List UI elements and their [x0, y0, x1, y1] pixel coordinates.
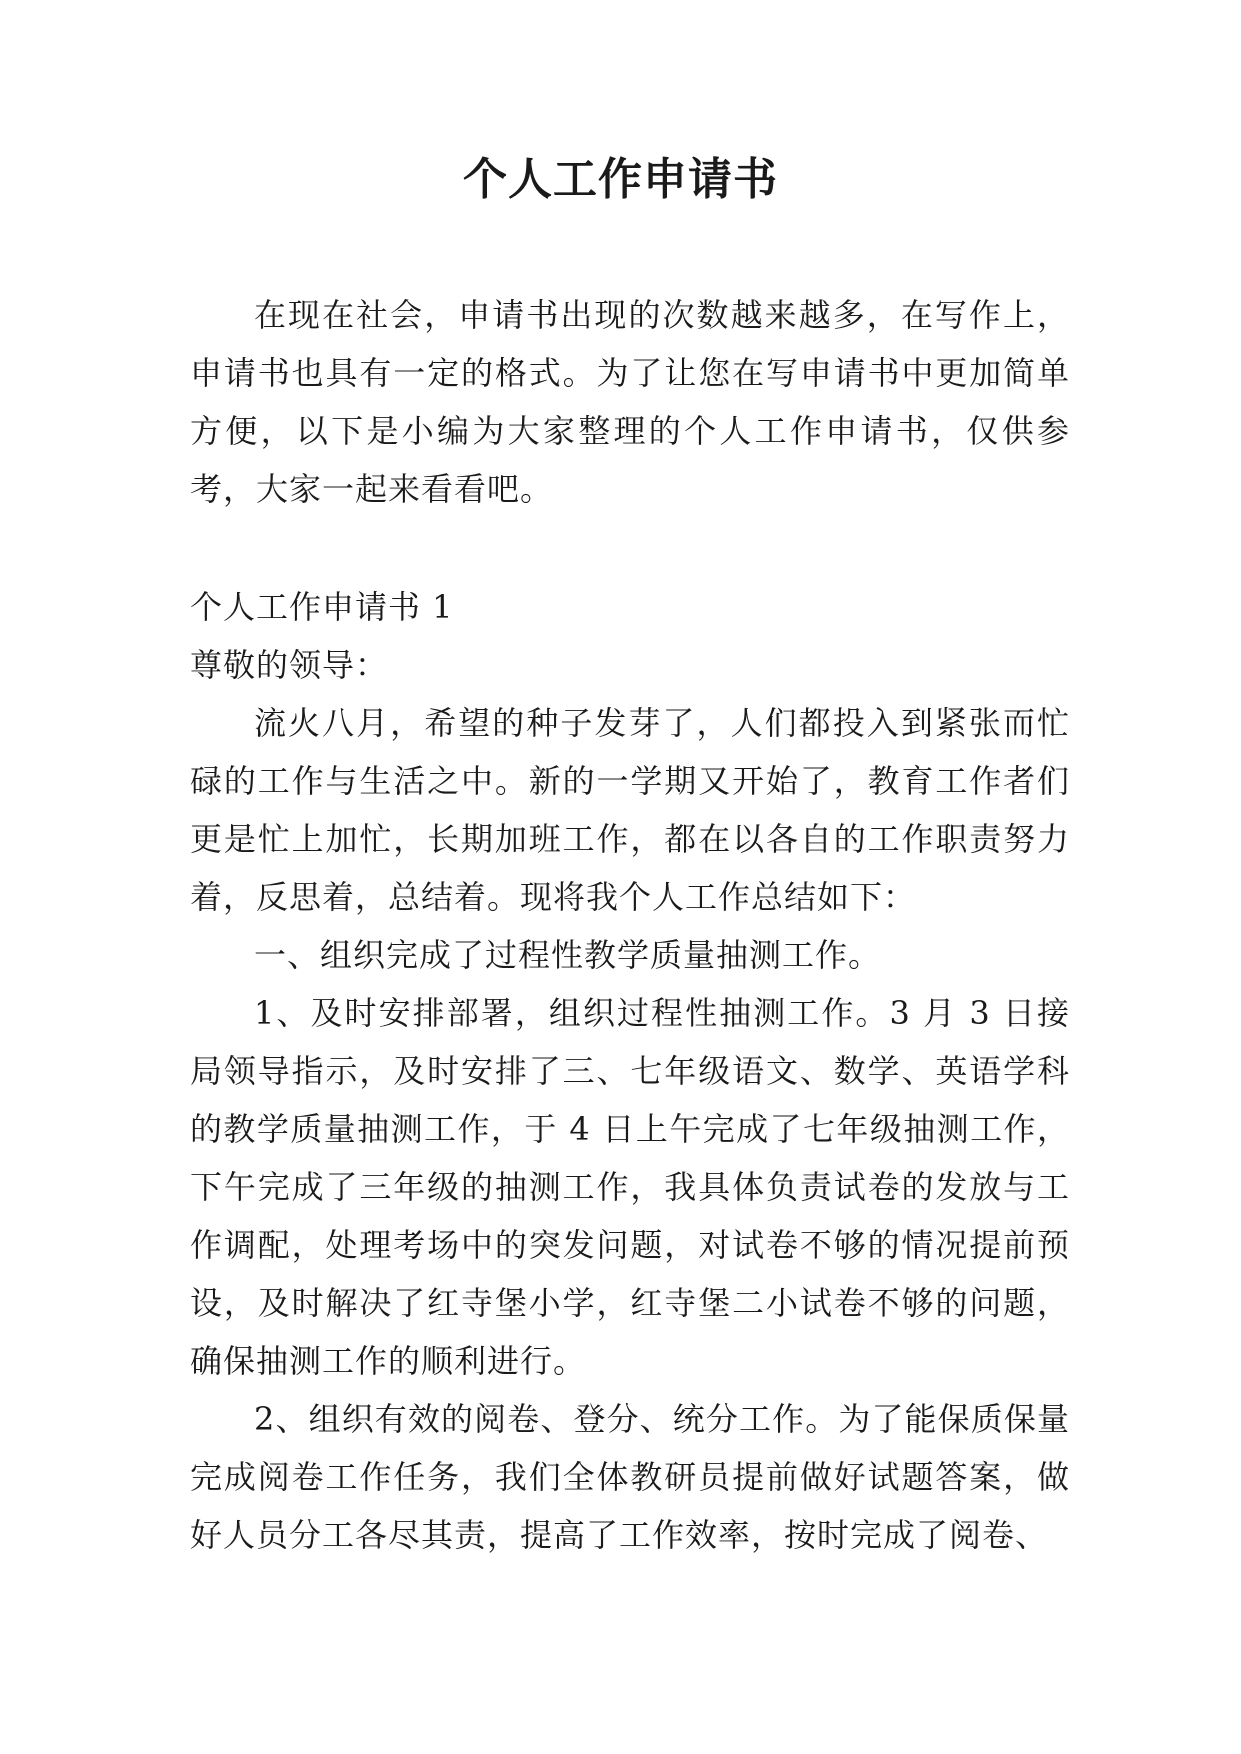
item-paragraph-1: 1、及时安排部署，组织过程性抽测工作。3 月 3 日接局领导指示，及时安排了三、七年级语文、数学、英语学科的教学质量抽测工作，于 4 日上午完成了七年级抽测工作，下午完成了三年级的抽测工作，我具体负责试卷的发放与工作调配，处理考场中的突发问题，对试卷不够的情况提前预设，及时解决了红寺堡小学，红寺堡二小试卷不够的问题，确保抽测工作的顺利进行。 — [190, 994, 1070, 1380]
item-paragraph-2: 2、组织有效的阅卷、登分、统分工作。为了能保质保量完成阅卷工作任务，我们全体教研员提前做好试题答案，做好人员分工各尽其责，提高了工作效率，按时完成了阅卷、 — [190, 1400, 1070, 1554]
document-title: 个人工作申请书 — [463, 154, 778, 205]
salutation: 尊敬的领导： — [190, 646, 389, 684]
item-heading: 一、组织完成了过程性教学质量抽测工作。 — [254, 936, 882, 974]
body-paragraph-1: 流火八月，希望的种子发芽了，人们都投入到紧张而忙碌的工作与生活之中。新的一学期又开始了，教育工作者们更是忙上加忙，长期加班工作，都在以各自的工作职责努力着，反思着，总结着。现将我个人工作总结如下： — [190, 704, 1070, 916]
section-heading: 个人工作申请书 1 — [190, 588, 454, 626]
intro-paragraph: 在现在社会，申请书出现的次数越来越多，在写作上，申请书也具有一定的格式。为了让您在写申请书中更加简单方便，以下是小编为大家整理的个人工作申请书，仅供参考，大家一起来看看吧。 — [190, 296, 1070, 508]
